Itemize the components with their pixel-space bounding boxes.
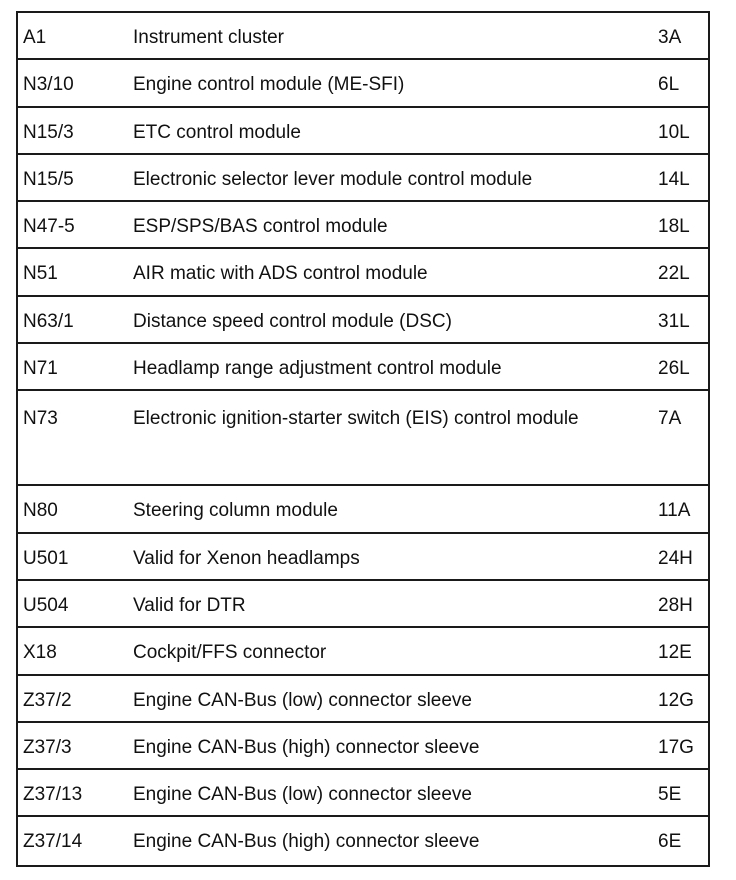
grid-location: 3A — [658, 27, 682, 48]
table-row — [18, 202, 708, 249]
component-code: Z37/2 — [23, 689, 72, 711]
component-code: Z37/14 — [23, 831, 83, 853]
component-code: N73 — [23, 408, 58, 430]
component-code: X18 — [23, 642, 57, 664]
grid-location: 6L — [658, 74, 680, 96]
component-description: ESP/SPS/BAS control module — [133, 216, 388, 238]
component-legend-table — [16, 11, 710, 867]
component-code: N71 — [23, 358, 58, 380]
component-code: Z37/3 — [23, 736, 72, 758]
grid-location: 17G — [658, 736, 694, 758]
grid-location: 31L — [658, 310, 690, 332]
grid-location: 14L — [658, 168, 690, 190]
component-code: N63/1 — [23, 310, 74, 332]
table-row — [18, 534, 708, 581]
component-code: Z37/13 — [23, 784, 83, 806]
grid-location: 5E — [658, 784, 682, 806]
component-description: Electronic selector lever module control module — [133, 168, 533, 190]
grid-location: 11A — [658, 500, 691, 522]
component-description: Instrument cluster — [133, 27, 284, 48]
component-code: N15/5 — [23, 168, 74, 190]
table-row — [18, 60, 708, 107]
component-description: AIR matic with ADS control module — [133, 263, 428, 285]
table-row — [18, 817, 708, 864]
component-description: Valid for DTR — [133, 594, 246, 616]
grid-location: 6E — [658, 831, 682, 853]
component-code: N80 — [23, 500, 58, 522]
component-description: Steering column module — [133, 500, 338, 522]
component-code: U501 — [23, 547, 69, 569]
table-row — [18, 723, 708, 770]
component-code: N47-5 — [23, 216, 75, 238]
table-row — [18, 297, 708, 344]
component-description: Electronic ignition-starter switch (EIS) control module — [133, 408, 579, 430]
component-description: Engine CAN-Bus (low) connector sleeve — [133, 689, 472, 711]
component-description: Distance speed control module (DSC) — [133, 310, 452, 332]
table-row — [18, 249, 708, 296]
table-row — [18, 108, 708, 155]
table-row — [18, 344, 708, 391]
grid-location: 24H — [658, 547, 693, 569]
component-description: Engine control module (ME-SFI) — [133, 74, 405, 96]
component-description: Engine CAN-Bus (low) connector sleeve — [133, 784, 472, 806]
component-description: Headlamp range adjustment control module — [133, 358, 502, 380]
table-row — [18, 486, 708, 533]
grid-location: 26L — [658, 358, 690, 380]
table-row — [18, 13, 708, 60]
component-code: A1 — [23, 27, 47, 48]
table-row — [18, 391, 708, 486]
table-row — [18, 581, 708, 628]
grid-location: 18L — [658, 216, 690, 238]
component-description: Engine CAN-Bus (high) connector sleeve — [133, 736, 480, 758]
component-code: U504 — [23, 594, 69, 616]
grid-location: 28H — [658, 594, 693, 616]
grid-location: 12E — [658, 642, 692, 664]
grid-location: 22L — [658, 263, 690, 285]
component-code: N15/3 — [23, 121, 74, 143]
table-row — [18, 628, 708, 675]
component-code: N3/10 — [23, 74, 74, 96]
component-code: N51 — [23, 263, 58, 285]
component-description: Engine CAN-Bus (high) connector sleeve — [133, 831, 480, 853]
grid-location: 10L — [658, 121, 690, 143]
table-row — [18, 770, 708, 817]
table-row — [18, 676, 708, 723]
component-description: ETC control module — [133, 121, 301, 143]
component-description: Cockpit/FFS connector — [133, 642, 327, 664]
grid-location: 7A — [658, 408, 682, 430]
component-description: Valid for Xenon headlamps — [133, 547, 360, 569]
grid-location: 12G — [658, 689, 694, 711]
table-row — [18, 155, 708, 202]
